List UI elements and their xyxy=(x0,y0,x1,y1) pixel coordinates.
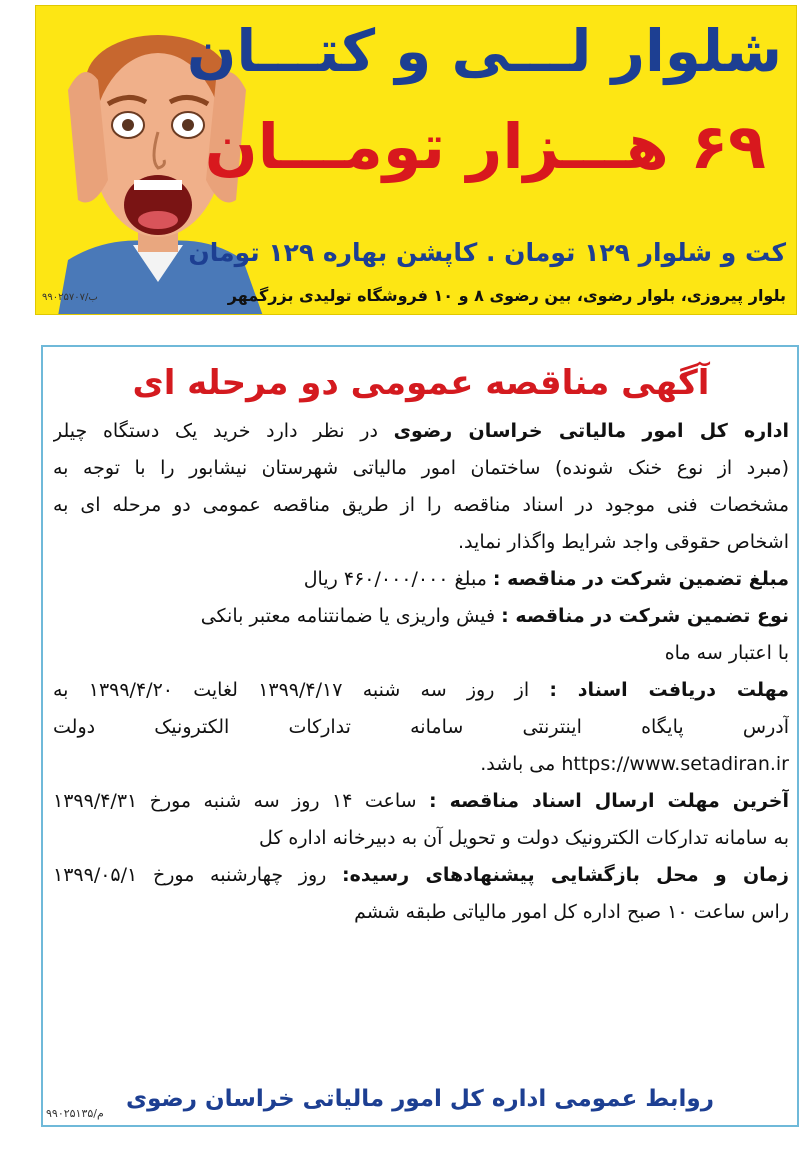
opening-time: زمان و محل بازگشایی پیشنهادهای رسیده: روز چهارشنبه مورخ ۱۳۹۹/۰۵/۱ xyxy=(53,864,789,886)
tender-notice xyxy=(41,345,799,1127)
intro-line-1: اداره کل امور مالیاتی خراسان رضوی در نظر دارد خرید یک دستگاه چیلر xyxy=(53,420,789,442)
submission-deadline: آخرین مهلت ارسال اسناد مناقصه : ساعت ۱۴ روز سه شنبه مورخ ۱۳۹۹/۴/۳۱ xyxy=(53,790,789,812)
ad-price: ۶۹ هـــزار تومـــان xyxy=(204,110,766,183)
ad-offers: کت و شلوار ۱۲۹ تومان . کاپشن بهاره ۱۲۹ تومان xyxy=(188,238,786,267)
document-deadline-cont: آدرس پایگاه اینترنتی سامانه تدارکات الکترونیک دولت xyxy=(53,716,789,738)
ad-code: ۹۹۰۲۵۷۰۷/ب xyxy=(42,292,98,303)
notice-footer: روابط عمومی اداره کل امور مالیاتی خراسان رضوی xyxy=(126,1086,714,1112)
organization-name: اداره کل امور مالیاتی خراسان رضوی xyxy=(393,420,789,442)
guarantee-amount: مبلغ تضمین شرکت در مناقصه : مبلغ ۴۶۰/۰۰۰/۰۰۰ ریال xyxy=(303,568,789,590)
guarantee-type-cont: با اعتبار سه ماه xyxy=(664,642,789,664)
setadiran-link[interactable]: https://www.setadiran.ir xyxy=(561,753,789,775)
intro-line-3: مشخصات فنی موجود در اسناد مناقصه را از طریق مناقصه عمومی دو مرحله ای به xyxy=(53,494,789,516)
ad-headline: شلوار لـــی و کتـــان xyxy=(186,17,782,85)
opening-time-cont: راس ساعت ۱۰ صبح اداره کل امور مالیاتی طبقه ششم xyxy=(354,901,789,923)
notice-title: آگهی مناقصه عمومی دو مرحله ای xyxy=(132,363,710,403)
notice-code: م/۹۹۰۲۵۱۳۵ xyxy=(46,1107,104,1120)
intro-line-2: (مبرد از نوع خنک شونده) ساختمان امور مالیاتی شهرستان نیشابور را با توجه به xyxy=(53,457,789,479)
ad-address: بلوار پیروزی، بلوار رضوی، بین رضوی ۸ و ۱۰ فروشگاه تولیدی بزرگمهر xyxy=(227,286,786,305)
submission-deadline-cont: به سامانه تدارکات الکترونیک دولت و تحویل آن به دبیرخانه اداره کل xyxy=(258,827,789,849)
advertisement-banner xyxy=(35,5,797,315)
document-deadline-url-line: https://www.setadiran.ir می باشد. xyxy=(53,746,789,783)
guarantee-type: نوع تضمین شرکت در مناقصه : فیش واریزی یا ضمانتنامه معتبر بانکی xyxy=(200,605,789,627)
intro-line-4: اشخاص حقوقی واجد شرایط واگذار نماید. xyxy=(458,531,789,553)
document-deadline: مهلت دریافت اسناد : از روز سه شنبه ۱۳۹۹/۴/۱۷ لغایت ۱۳۹۹/۴/۲۰ به xyxy=(53,679,789,701)
